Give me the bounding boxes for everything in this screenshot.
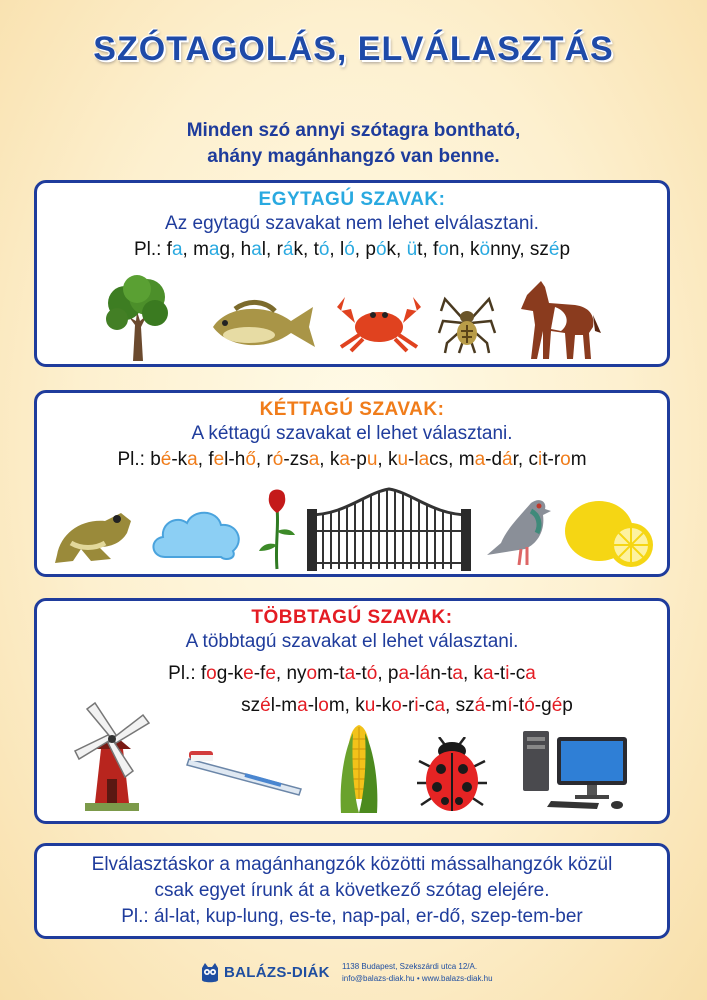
example-word: fa — [166, 239, 183, 260]
example-word: ló — [339, 239, 355, 260]
horse-icon — [515, 275, 603, 363]
page-title: SZÓTAGOLÁS, ELVÁLASZTÁS — [93, 30, 614, 68]
example-word: szél-ma-lom — [241, 695, 345, 716]
box1-examples: Pl.: fa, mag, hal, rák, tó, ló, pók, üt, fon, könny, szép — [133, 239, 571, 260]
example-word: ka-pu — [329, 449, 378, 470]
box1-rule: Az egytagú szavakat nem lehet elválasztani. — [165, 213, 539, 234]
example-word: nyom-ta-tó — [286, 663, 378, 684]
publisher-address: 1138 Budapest, Szekszárdi utca 12/A. — [342, 962, 478, 971]
box3-examples-line-2: szél-ma-lom, ku-ko-ri-ca, szá-mí-tó-gép — [241, 695, 573, 716]
ladybug-icon — [417, 737, 487, 813]
rose-icon — [257, 485, 297, 571]
example-word: üt — [406, 239, 423, 260]
contact-line: info@balazs-diak.hu • www.balazs-diak.hu — [342, 974, 493, 983]
tree-icon — [105, 275, 169, 363]
example-prefix: Pl.: — [133, 239, 167, 260]
example-word: ró-zsa — [266, 449, 320, 470]
box1-heading: EGYTAGÚ SZAVAK: — [258, 189, 446, 210]
rule-line-3: Pl.: ál-lat, kup-lung, es-te, nap-pal, er-dő, szep-tem-ber — [121, 906, 583, 927]
box2-rule: A kéttagú szavakat el lehet választani. — [191, 423, 513, 444]
box3-examples-line-1: Pl.: fog-ke-fe, nyom-ta-tó, pa-lán-ta, ka-ti-ca — [168, 663, 536, 684]
frog-icon — [51, 503, 135, 567]
example-word: tó — [313, 239, 330, 260]
gate-icon — [305, 485, 473, 571]
spider-icon — [437, 287, 497, 357]
example-word: hal — [240, 239, 267, 260]
box3-pictures — [37, 699, 667, 823]
example-word: ka-ti-ca — [473, 663, 536, 684]
publisher-footer — [200, 960, 520, 988]
owl-logo-icon — [200, 962, 220, 984]
crab-icon — [331, 293, 427, 353]
publisher-website[interactable]: www.balazs-diak.hu — [421, 974, 493, 983]
example-prefix: Pl.: — [117, 449, 151, 470]
example-word: könny — [470, 239, 520, 260]
corn-icon — [337, 719, 381, 815]
pigeon-icon — [481, 489, 553, 569]
toothbrush-icon — [185, 749, 307, 797]
box2-examples: Pl.: bé-ka, fel-hő, ró-zsa, ka-pu, ku-lacs, ma-dár, cit-rom — [117, 449, 587, 470]
example-word: rák — [276, 239, 303, 260]
box1-pictures — [37, 275, 667, 365]
cloud-icon — [147, 501, 247, 565]
box3-rule: A többtagú szavakat el lehet választani. — [185, 631, 519, 652]
example-word: szá-mí-tó-gép — [455, 695, 573, 716]
example-word: ma-dár — [458, 449, 518, 470]
example-word: szép — [529, 239, 571, 260]
windmill-icon — [67, 699, 157, 817]
fish-icon — [205, 295, 320, 355]
example-word: pa-lán-ta — [387, 663, 463, 684]
example-word: ku-lacs — [387, 449, 449, 470]
hyphenation-rule-box — [34, 843, 670, 939]
box2-pictures — [37, 485, 667, 575]
example-prefix: Pl.: — [168, 663, 201, 684]
box2-heading: KÉTTAGÚ SZAVAK: — [259, 399, 445, 420]
example-word: fon — [433, 239, 460, 260]
intro-line-1: Minden szó annyi szótagra bontható, — [186, 120, 521, 141]
example-word: fog-ke-fe — [200, 663, 276, 684]
brand-name: BALÁZS-DIÁK — [224, 964, 330, 981]
computer-icon — [521, 729, 639, 813]
publisher-email[interactable]: info@balazs-diak.hu — [342, 974, 415, 983]
intro-line-2: ahány magánhangzó van benne. — [207, 146, 500, 167]
example-word: pók — [365, 239, 397, 260]
example-word: ku-ko-ri-ca — [355, 695, 446, 716]
intro-text — [0, 118, 707, 170]
rule-line-2: csak egyet írunk át a következő szótag elejére. — [154, 880, 550, 901]
lemon-icon — [561, 495, 657, 571]
box3-heading: TÖBBTAGÚ SZAVAK: — [251, 607, 453, 628]
example-word: cit-rom — [528, 449, 587, 470]
example-word: fel-hő — [208, 449, 256, 470]
two-syllable-box — [34, 390, 670, 577]
example-word: bé-ka — [150, 449, 198, 470]
rule-line-1: Elválasztáskor a magánhangzók közötti mássalhangzók közül — [91, 854, 613, 875]
example-word: mag — [193, 239, 231, 260]
multi-syllable-box — [34, 598, 670, 824]
one-syllable-box — [34, 180, 670, 367]
